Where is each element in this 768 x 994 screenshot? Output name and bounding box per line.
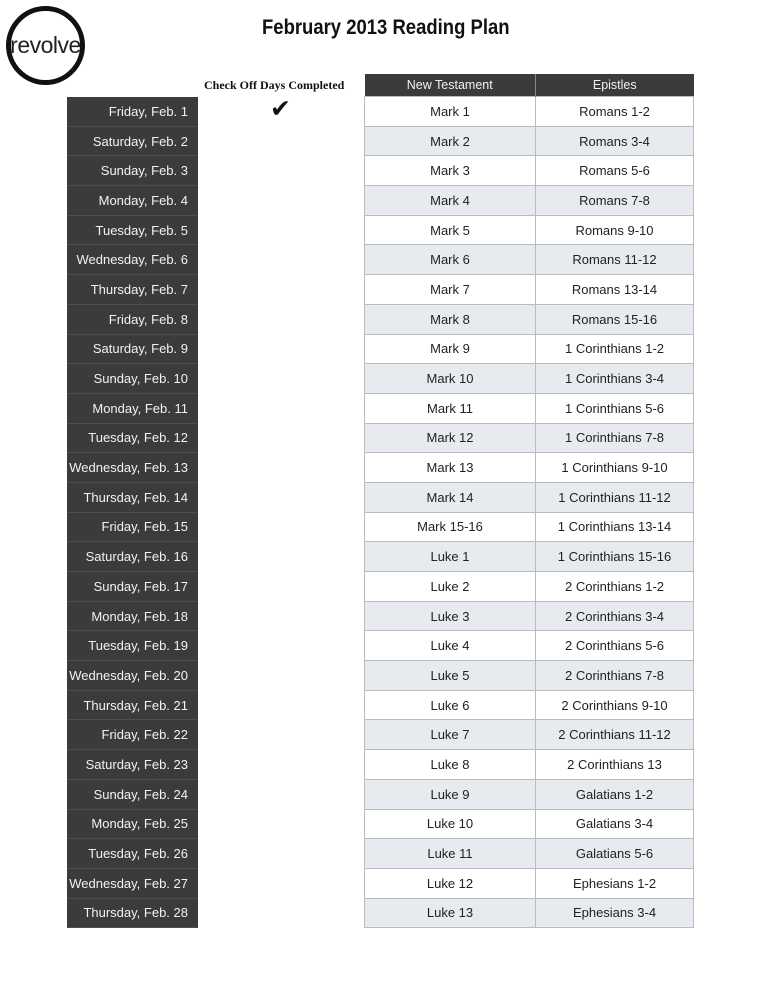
date-label: Saturday, Feb. 2 bbox=[67, 127, 198, 157]
new-testament-cell: Luke 10 bbox=[365, 809, 536, 839]
date-label: Tuesday, Feb. 19 bbox=[67, 631, 198, 661]
epistles-cell: Romans 3-4 bbox=[536, 126, 694, 156]
new-testament-cell: Mark 15-16 bbox=[365, 512, 536, 542]
date-label: Monday, Feb. 25 bbox=[67, 810, 198, 840]
table-row bbox=[365, 898, 694, 928]
date-label: Tuesday, Feb. 12 bbox=[67, 424, 198, 454]
date-column bbox=[67, 97, 198, 928]
date-label: Saturday, Feb. 23 bbox=[67, 750, 198, 780]
date-label: Monday, Feb. 4 bbox=[67, 186, 198, 216]
date-label: Saturday, Feb. 16 bbox=[67, 542, 198, 572]
date-label: Monday, Feb. 11 bbox=[67, 394, 198, 424]
new-testament-cell: Luke 11 bbox=[365, 839, 536, 869]
epistles-cell: 1 Corinthians 9-10 bbox=[536, 453, 694, 483]
date-label: Wednesday, Feb. 27 bbox=[67, 869, 198, 899]
new-testament-cell: Mark 1 bbox=[365, 97, 536, 127]
new-testament-cell: Luke 13 bbox=[365, 898, 536, 928]
new-testament-cell: Luke 8 bbox=[365, 750, 536, 780]
table-row bbox=[365, 393, 694, 423]
column-header-new-testament: New Testament bbox=[365, 74, 536, 97]
date-label: Sunday, Feb. 10 bbox=[67, 364, 198, 394]
epistles-cell: Ephesians 3-4 bbox=[536, 898, 694, 928]
date-label: Tuesday, Feb. 26 bbox=[67, 839, 198, 869]
new-testament-cell: Mark 5 bbox=[365, 215, 536, 245]
table-row bbox=[365, 720, 694, 750]
new-testament-cell: Mark 11 bbox=[365, 393, 536, 423]
epistles-cell: Romans 7-8 bbox=[536, 186, 694, 216]
table-row bbox=[365, 542, 694, 572]
table-row bbox=[365, 304, 694, 334]
table-row bbox=[365, 245, 694, 275]
epistles-cell: 1 Corinthians 15-16 bbox=[536, 542, 694, 572]
table-row bbox=[365, 572, 694, 602]
new-testament-cell: Luke 5 bbox=[365, 661, 536, 691]
date-label: Tuesday, Feb. 5 bbox=[67, 216, 198, 246]
table-row bbox=[365, 97, 694, 127]
table-row bbox=[365, 512, 694, 542]
new-testament-cell: Mark 3 bbox=[365, 156, 536, 186]
date-label: Sunday, Feb. 17 bbox=[67, 572, 198, 602]
table-row bbox=[365, 482, 694, 512]
new-testament-cell: Mark 12 bbox=[365, 423, 536, 453]
date-label: Friday, Feb. 22 bbox=[67, 720, 198, 750]
revolve-logo bbox=[6, 6, 85, 85]
epistles-cell: Galatians 5-6 bbox=[536, 839, 694, 869]
epistles-cell: Ephesians 1-2 bbox=[536, 868, 694, 898]
epistles-cell: 2 Corinthians 1-2 bbox=[536, 572, 694, 602]
epistles-cell: 1 Corinthians 11-12 bbox=[536, 482, 694, 512]
table-row bbox=[365, 779, 694, 809]
table-row bbox=[365, 453, 694, 483]
new-testament-cell: Luke 7 bbox=[365, 720, 536, 750]
table-row bbox=[365, 631, 694, 661]
table-row bbox=[365, 750, 694, 780]
date-label: Friday, Feb. 1 bbox=[67, 97, 198, 127]
new-testament-cell: Mark 7 bbox=[365, 275, 536, 305]
date-label: Saturday, Feb. 9 bbox=[67, 335, 198, 365]
epistles-cell: 1 Corinthians 13-14 bbox=[536, 512, 694, 542]
table-row bbox=[365, 601, 694, 631]
date-label: Thursday, Feb. 21 bbox=[67, 691, 198, 721]
date-label: Sunday, Feb. 3 bbox=[67, 156, 198, 186]
new-testament-cell: Mark 8 bbox=[365, 304, 536, 334]
epistles-cell: Galatians 1-2 bbox=[536, 779, 694, 809]
new-testament-cell: Luke 4 bbox=[365, 631, 536, 661]
epistles-cell: 2 Corinthians 7-8 bbox=[536, 661, 694, 691]
new-testament-cell: Luke 9 bbox=[365, 779, 536, 809]
table-row bbox=[365, 275, 694, 305]
column-header-epistles: Epistles bbox=[536, 74, 694, 97]
table-row bbox=[365, 215, 694, 245]
table-row bbox=[365, 661, 694, 691]
epistles-cell: 2 Corinthians 3-4 bbox=[536, 601, 694, 631]
new-testament-cell: Luke 6 bbox=[365, 690, 536, 720]
new-testament-cell: Mark 2 bbox=[365, 126, 536, 156]
epistles-cell: 1 Corinthians 3-4 bbox=[536, 364, 694, 394]
date-label: Monday, Feb. 18 bbox=[67, 602, 198, 632]
epistles-cell: Romans 15-16 bbox=[536, 304, 694, 334]
table-row bbox=[365, 868, 694, 898]
logo-text: revolve bbox=[10, 32, 81, 58]
new-testament-cell: Mark 4 bbox=[365, 186, 536, 216]
new-testament-cell: Luke 1 bbox=[365, 542, 536, 572]
date-label: Thursday, Feb. 7 bbox=[67, 275, 198, 305]
table-row bbox=[365, 186, 694, 216]
epistles-cell: 2 Corinthians 5-6 bbox=[536, 631, 694, 661]
page-title: February 2013 Reading Plan bbox=[262, 16, 510, 39]
table-row bbox=[365, 809, 694, 839]
new-testament-cell: Mark 6 bbox=[365, 245, 536, 275]
epistles-cell: 1 Corinthians 5-6 bbox=[536, 393, 694, 423]
epistles-cell: Romans 13-14 bbox=[536, 275, 694, 305]
table-row bbox=[365, 334, 694, 364]
epistles-cell: Romans 9-10 bbox=[536, 215, 694, 245]
date-label: Wednesday, Feb. 20 bbox=[67, 661, 198, 691]
table-row bbox=[365, 690, 694, 720]
date-label: Wednesday, Feb. 13 bbox=[67, 453, 198, 483]
date-label: Friday, Feb. 8 bbox=[67, 305, 198, 335]
date-label: Thursday, Feb. 14 bbox=[67, 483, 198, 513]
epistles-cell: Romans 11-12 bbox=[536, 245, 694, 275]
new-testament-cell: Mark 10 bbox=[365, 364, 536, 394]
new-testament-cell: Luke 12 bbox=[365, 868, 536, 898]
checkmark-icon[interactable]: ✔ bbox=[270, 95, 291, 123]
epistles-cell: 1 Corinthians 7-8 bbox=[536, 423, 694, 453]
date-label: Thursday, Feb. 28 bbox=[67, 899, 198, 929]
epistles-cell: Romans 5-6 bbox=[536, 156, 694, 186]
epistles-cell: Romans 1-2 bbox=[536, 97, 694, 127]
date-label: Sunday, Feb. 24 bbox=[67, 780, 198, 810]
epistles-cell: 1 Corinthians 1-2 bbox=[536, 334, 694, 364]
new-testament-cell: Mark 13 bbox=[365, 453, 536, 483]
table-row bbox=[365, 126, 694, 156]
new-testament-cell: Luke 3 bbox=[365, 601, 536, 631]
new-testament-cell: Mark 14 bbox=[365, 482, 536, 512]
date-label: Friday, Feb. 15 bbox=[67, 513, 198, 543]
epistles-cell: Galatians 3-4 bbox=[536, 809, 694, 839]
table-row bbox=[365, 839, 694, 869]
date-label: Wednesday, Feb. 6 bbox=[67, 245, 198, 275]
new-testament-cell: Mark 9 bbox=[365, 334, 536, 364]
check-off-header: Check Off Days Completed bbox=[204, 78, 345, 92]
table-row bbox=[365, 423, 694, 453]
table-row bbox=[365, 156, 694, 186]
epistles-cell: 2 Corinthians 11-12 bbox=[536, 720, 694, 750]
table-header-row bbox=[365, 74, 694, 97]
epistles-cell: 2 Corinthians 9-10 bbox=[536, 690, 694, 720]
new-testament-cell: Luke 2 bbox=[365, 572, 536, 602]
epistles-cell: 2 Corinthians 13 bbox=[536, 750, 694, 780]
reading-plan-table bbox=[364, 74, 694, 928]
table-row bbox=[365, 364, 694, 394]
